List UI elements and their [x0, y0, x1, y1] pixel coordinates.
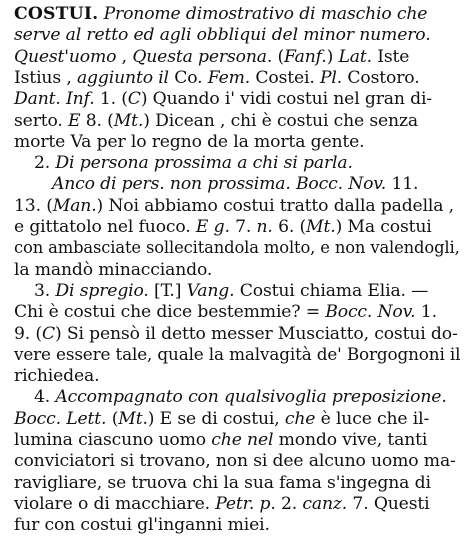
text-segment: 7. Questi — [347, 493, 430, 514]
text-segment: Istius , — [14, 67, 77, 88]
italic-text: Accompagnato con qualsivoglia preposizione. — [55, 387, 447, 408]
italic-text: Mt. — [306, 217, 336, 237]
text-segment: ) Ma costui — [335, 217, 432, 237]
italic-text: C — [127, 89, 141, 110]
italic-text: che — [284, 408, 316, 429]
italic-text: serve al retto ed agli obbliqui del minor numero. — [14, 25, 431, 46]
text-segment: Co. — [168, 67, 208, 88]
entry-line — [14, 513, 460, 537]
text-segment: e gittatolo nel fuoco. — [14, 217, 196, 237]
text-segment: ) Noi abbiamo costui tratto dalla padella , — [96, 195, 454, 216]
text-segment: richiedea. — [14, 366, 100, 387]
italic-text: Man. — [52, 195, 97, 216]
text-segment: 6. ( — [272, 217, 307, 237]
text-segment: serto. — [14, 110, 69, 131]
text-segment: Costoro. — [342, 67, 420, 88]
text-segment: ) Quando i' vidi costui nel gran di- — [140, 89, 432, 110]
italic-text: Bocc. Lett. — [14, 408, 107, 429]
italic-text: Petr. p. — [215, 493, 276, 514]
text-segment: lumina ciascuno uomo — [14, 430, 212, 450]
text-segment: Costei. — [250, 67, 321, 88]
text-segment: ( — [106, 408, 119, 429]
text-segment: 13. ( — [14, 195, 53, 216]
text-segment: ) E se di costui, — [147, 408, 285, 429]
text-segment: è luce che il- — [315, 408, 430, 429]
italic-text: Mt. — [113, 110, 144, 131]
text-segment: mondo vive, tanti — [273, 430, 428, 450]
italic-text: C — [41, 323, 55, 344]
text-segment: ) Si pensò il detto messer Musciatto, costui do- — [54, 323, 458, 344]
italic-text: Fanf. — [284, 46, 327, 67]
text-segment: 2. — [275, 493, 303, 514]
italic-text: Pronome dimostrativo di maschio che — [103, 4, 428, 24]
italic-text: E g. — [195, 217, 230, 237]
text-segment: 4. — [34, 387, 56, 408]
text-segment: violare o di macchiare. — [14, 493, 216, 514]
text-segment: vere essere tale, quale la malvagità de' Borgognoni il — [14, 344, 461, 365]
italic-text: n. — [256, 217, 273, 237]
italic-text: Anco di pers. non prossima. Bocc. Nov. — [52, 174, 387, 195]
italic-text: Questa persona — [132, 46, 267, 67]
text-segment: 9. ( — [14, 323, 42, 344]
italic-text: Pl. — [320, 67, 343, 88]
italic-text: Lat. — [338, 46, 372, 67]
text-segment: [T.] — [148, 280, 187, 301]
headword: COSTUI. — [14, 4, 99, 24]
text-segment: con ambasciate sollecitandola molto, e non valendogli, — [14, 238, 460, 259]
text-segment: conviciatori si trovano, non si dee alcuno uomo ma- — [14, 451, 456, 472]
italic-text: Mt. — [118, 408, 148, 429]
text-segment: . ( — [266, 46, 285, 67]
text-segment: Costui chiama Elia. — — [234, 280, 429, 301]
text-segment: Chi è costui che dice bestemmie? = — [14, 302, 326, 323]
text-segment: 2. — [34, 153, 56, 174]
text-segment: 1. — [415, 302, 437, 323]
italic-text: Vang. — [186, 280, 235, 301]
text-segment: 11. — [386, 174, 419, 195]
italic-text: Di persona prossima a chi si parla. — [55, 153, 353, 174]
text-segment: la mandò minacciando. — [14, 259, 213, 280]
italic-text: Bocc. Nov. — [325, 302, 416, 323]
italic-text: E — [68, 110, 81, 131]
text-segment: 3. — [34, 280, 56, 301]
text-segment: , — [116, 46, 133, 67]
text-segment: ) — [326, 46, 339, 67]
italic-text: aggiunto il — [76, 67, 169, 88]
italic-text: che nel — [211, 430, 274, 450]
italic-text: Quest'uomo — [14, 46, 117, 67]
italic-text: Fem. — [207, 67, 251, 88]
text-segment: 1. ( — [94, 89, 128, 110]
text-segment: 8. ( — [80, 110, 114, 131]
text-segment: ravigliare, se truova chi la sua fama s'ingegna di — [14, 472, 431, 493]
text-segment: 7. — [229, 217, 257, 237]
italic-text: canz. — [302, 493, 348, 514]
text-segment: morte Va per lo regno de la morta gente. — [14, 131, 365, 152]
italic-text: Di spregio. — [55, 280, 149, 301]
text-segment: Iste — [371, 46, 410, 67]
text-segment: ) Dicean , chi è costui che senza — [143, 110, 418, 131]
text-segment: fur con costui gl'inganni miei. — [14, 515, 270, 536]
italic-text: Dant. Inf. — [14, 89, 95, 110]
